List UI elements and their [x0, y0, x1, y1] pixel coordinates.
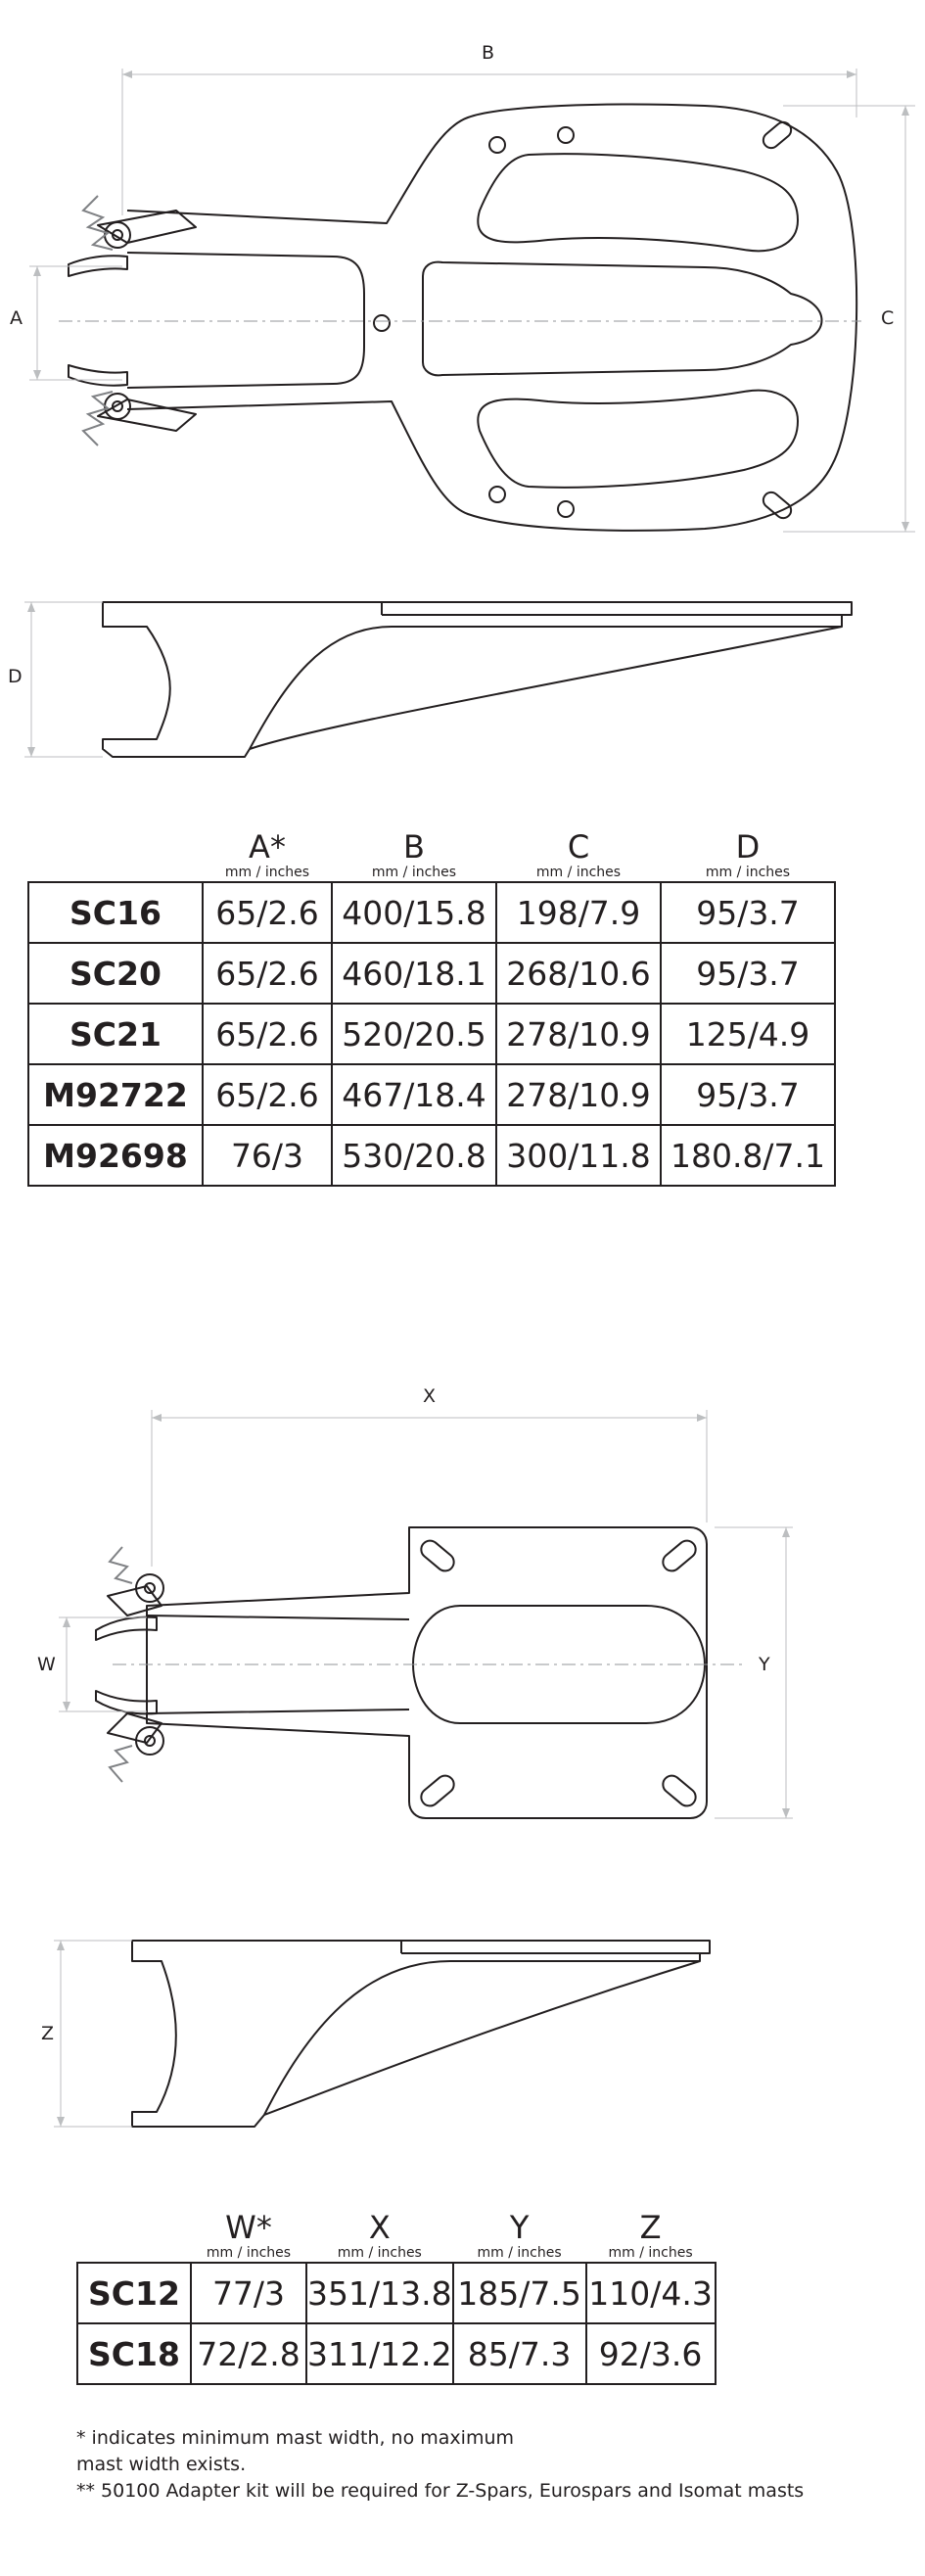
table-cell: 65/2.6	[203, 1004, 332, 1064]
table-cell: 65/2.6	[203, 882, 332, 943]
model-cell: M92722	[28, 1064, 203, 1125]
table-cell: 278/10.9	[496, 1064, 661, 1125]
column-header: W* mm / inches	[206, 2209, 292, 2261]
table-cell: 185/7.5	[453, 2263, 586, 2323]
table-cell: 198/7.9	[496, 882, 661, 943]
dim-label-y: Y	[759, 1654, 770, 1675]
dim-label-a: A	[10, 307, 23, 329]
footnotes	[76, 2425, 804, 2505]
table-cell: 76/3	[203, 1125, 332, 1186]
table-cell: 530/20.8	[332, 1125, 496, 1186]
table-cell: 300/11.8	[496, 1125, 661, 1186]
table-cell: 268/10.6	[496, 943, 661, 1004]
column-header: Y mm / inches	[477, 2209, 562, 2261]
table-cell: 351/13.8	[306, 2263, 453, 2323]
table-cell: 125/4.9	[661, 1004, 835, 1064]
dim-label-x: X	[423, 1385, 437, 1407]
table-cell: 95/3.7	[661, 943, 835, 1004]
table-cell: 180.8/7.1	[661, 1125, 835, 1186]
table-cell: 520/20.5	[332, 1004, 496, 1064]
table-cell: 460/18.1	[332, 943, 496, 1004]
table-row	[77, 2323, 716, 2384]
column-header: A* mm / inches	[224, 828, 310, 880]
table-cell: 72/2.8	[191, 2323, 306, 2384]
dimension-table-2	[76, 2211, 717, 2385]
table-cell: 278/10.9	[496, 1004, 661, 1064]
column-header: B mm / inches	[371, 828, 457, 880]
model-cell: M92698	[28, 1125, 203, 1186]
model-cell: SC16	[28, 882, 203, 943]
table-row	[77, 2263, 716, 2323]
table-cell: 77/3	[191, 2263, 306, 2323]
table-cell: 65/2.6	[203, 1064, 332, 1125]
table-cell: 400/15.8	[332, 882, 496, 943]
footnote-line-1: * indicates minimum mast width, no maximum	[76, 2427, 515, 2449]
dim-label-w: W	[37, 1654, 56, 1675]
dim-label-z: Z	[41, 2023, 55, 2044]
column-header: Z mm / inches	[608, 2209, 693, 2261]
model-cell: SC12	[77, 2263, 191, 2323]
column-header: D mm / inches	[705, 828, 791, 880]
dim-label-d: D	[8, 666, 23, 687]
table-header-row	[77, 2211, 716, 2263]
model-cell: SC21	[28, 1004, 203, 1064]
footnote-line-2: mast width exists.	[76, 2454, 247, 2475]
model-cell: SC18	[77, 2323, 191, 2384]
table-cell: 95/3.7	[661, 882, 835, 943]
table-cell: 95/3.7	[661, 1064, 835, 1125]
table-cell: 467/18.4	[332, 1064, 496, 1125]
table-cell: 65/2.6	[203, 943, 332, 1004]
dim-label-b: B	[482, 42, 495, 64]
table-cell: 92/3.6	[586, 2323, 716, 2384]
footnote-line-3: ** 50100 Adapter kit will be required for Z-Spars, Eurospars and Isomat masts	[76, 2480, 805, 2502]
top-flange	[132, 1941, 710, 2127]
dim-label-c: C	[881, 307, 895, 329]
column-header: C mm / inches	[535, 828, 622, 880]
table-cell: 110/4.3	[586, 2263, 716, 2323]
column-header: X mm / inches	[337, 2209, 422, 2261]
model-cell: SC20	[28, 943, 203, 1004]
table-cell: 85/7.3	[453, 2323, 586, 2384]
table-cell: 311/12.2	[306, 2323, 453, 2384]
